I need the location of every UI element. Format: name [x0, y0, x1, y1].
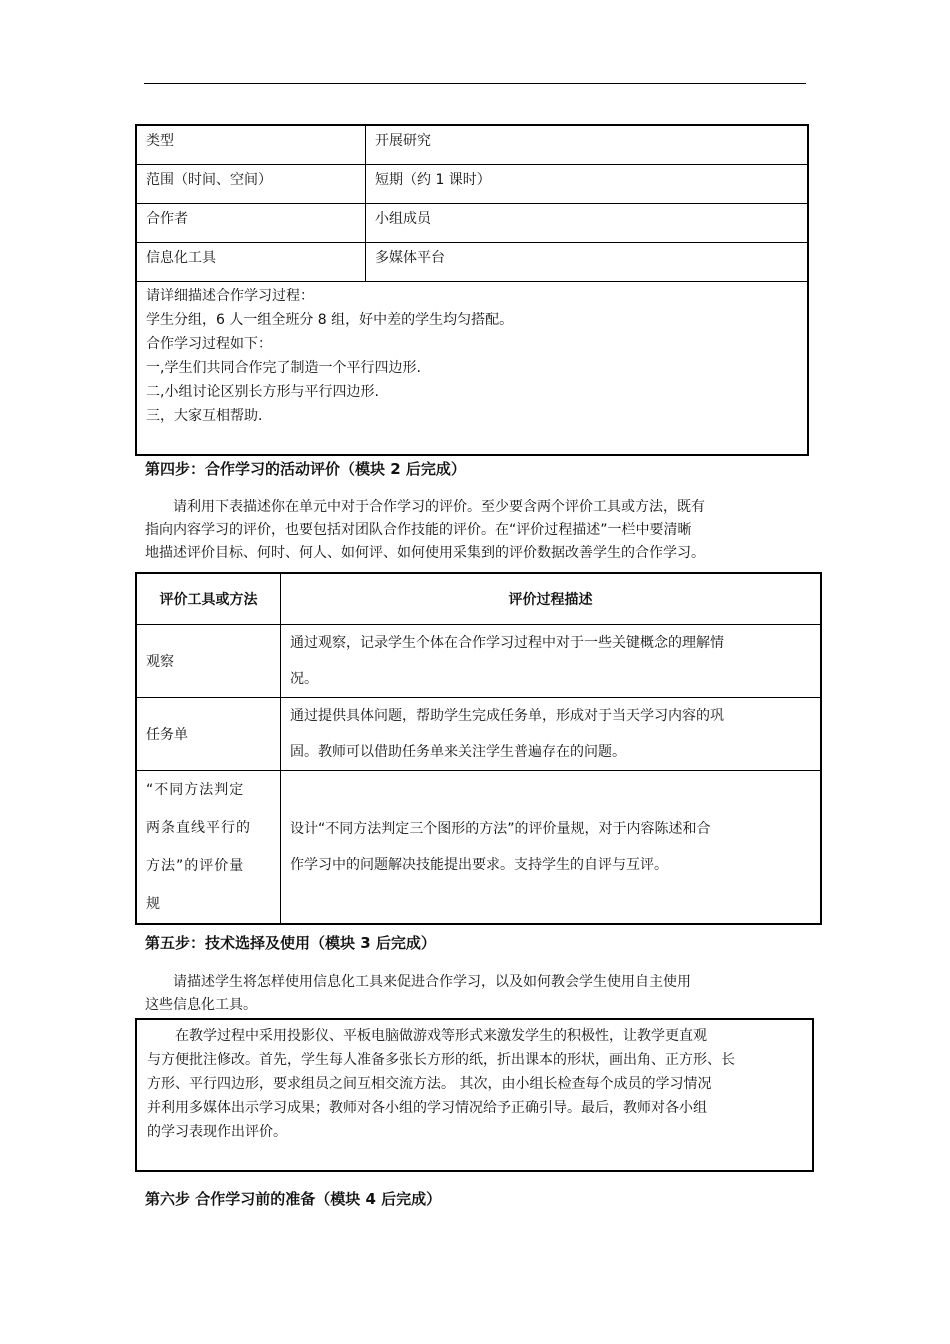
table-row [136, 165, 808, 204]
tool-line: 方法”的评价量 [146, 858, 245, 874]
table-row [136, 625, 821, 698]
table-row [136, 698, 821, 771]
info-key: 范围（时间、空间） [136, 165, 366, 204]
info-value: 短期（约 1 课时） [366, 165, 809, 204]
description-line: 通过提供具体问题，帮助学生完成任务单，形成对于当天学习内容的巩 [290, 708, 724, 724]
description-cell [281, 698, 822, 771]
table-row [136, 204, 808, 243]
step5-intro [145, 971, 805, 1017]
intro-line: 地描述评价目标、何时、何人、如何评、如何使用采集到的评价数据改善学生的合作学习。 [145, 545, 705, 561]
info-key: 类型 [136, 125, 366, 165]
technology-usage-box [135, 1018, 814, 1172]
step4-heading: 第四步：合作学习的活动评价（模块 2 后完成） [145, 460, 466, 478]
process-line: 学生分组，6 人一组全班分 8 组，好中差的学生均匀搭配。 [146, 312, 514, 328]
tool-cell [136, 771, 281, 925]
box-line: 方形、平行四边形，要求组员之间互相交流方法。 其次，由小组长检查每个成员的学习情况 [147, 1076, 712, 1092]
box-line: 的学习表现作出评价。 [147, 1124, 287, 1140]
table-row [136, 243, 808, 282]
column-header-description: 评价过程描述 [281, 573, 822, 625]
description-cell [281, 771, 822, 925]
step5-heading: 第五步：技术选择及使用（模块 3 后完成） [145, 934, 436, 952]
column-header-tool: 评价工具或方法 [136, 573, 281, 625]
process-line: 合作学习过程如下： [146, 336, 272, 352]
description-line: 作学习中的问题解决技能提出要求。支持学生的自评与互评。 [290, 857, 668, 873]
process-line: 二,小组讨论区别长方形与平行四边形. [146, 384, 379, 400]
process-line: 三，大家互相帮助. [146, 408, 263, 424]
process-line: 请详细描述合作学习过程： [146, 288, 314, 304]
process-line: 一,学生们共同合作完了制造一个平行四边形. [146, 360, 421, 376]
step4-intro [145, 496, 805, 565]
description-line: 设计“不同方法判定三个图形的方法”的评价量规，对于内容陈述和合 [290, 821, 711, 837]
tool-line: “不同方法判定 [146, 782, 245, 798]
tool-cell [136, 698, 281, 771]
box-line: 在教学过程中采用投影仪、平板电脑做游戏等形式来激发学生的积极性，让教学更直观 [175, 1028, 707, 1044]
description-line: 通过观察，记录学生个体在合作学习过程中对于一些关键概念的理解情 [290, 635, 724, 651]
evaluation-table [135, 572, 822, 925]
table-row [136, 282, 808, 456]
description-line: 固。教师可以借助任务单来关注学生普遍存在的问题。 [290, 744, 626, 760]
tool-line: 两条直线平行的 [146, 820, 251, 836]
table-header-row [136, 573, 821, 625]
description-cell [281, 625, 822, 698]
info-value: 多媒体平台 [366, 243, 809, 282]
description-line: 况。 [290, 671, 318, 687]
tool-line: 规 [146, 896, 161, 912]
box-line: 与方便批注修改。首先，学生每人准备多张长方形的纸，折出课本的形状，画出角、正方形、长 [147, 1052, 735, 1068]
info-table [135, 124, 809, 456]
step6-heading: 第六步 合作学习前的准备（模块 4 后完成） [145, 1190, 442, 1208]
header-rule [144, 83, 806, 84]
table-row [136, 125, 808, 165]
process-description [136, 282, 808, 456]
intro-line: 这些信息化工具。 [145, 997, 257, 1013]
tool-cell [136, 625, 281, 698]
table-row [136, 771, 821, 925]
tool-line: 观察 [146, 654, 174, 670]
info-key: 信息化工具 [136, 243, 366, 282]
intro-line: 指向内容学习的评价，也要包括对团队合作技能的评价。在“评价过程描述”一栏中要清晰 [145, 522, 692, 538]
info-value: 开展研究 [366, 125, 809, 165]
box-line: 并利用多媒体出示学习成果；教师对各小组的学习情况给予正确引导。最后，教师对各小组 [147, 1100, 707, 1116]
intro-line: 请利用下表描述你在单元中对于合作学习的评价。至少要含两个评价工具或方法，既有 [173, 499, 705, 515]
intro-line: 请描述学生将怎样使用信息化工具来促进合作学习，以及如何教会学生使用自主使用 [173, 974, 691, 990]
info-key: 合作者 [136, 204, 366, 243]
info-value: 小组成员 [366, 204, 809, 243]
tool-line: 任务单 [146, 727, 188, 743]
